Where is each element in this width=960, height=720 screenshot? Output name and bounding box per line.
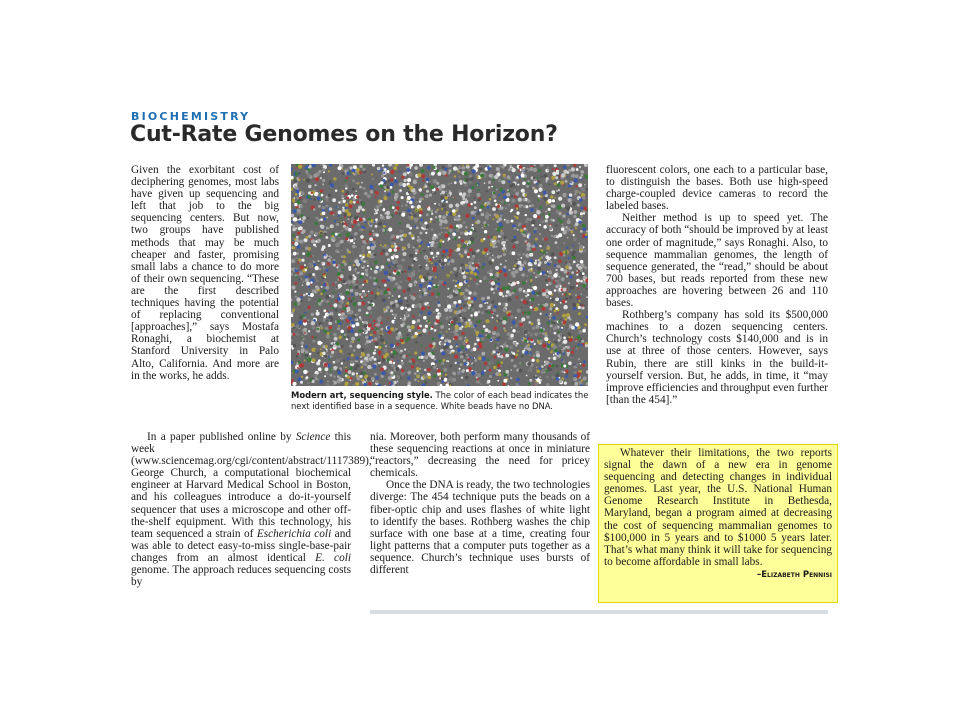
author-byline: –Elizabeth Pennisi [756,569,832,580]
section-kicker: BIOCHEMISTRY [131,110,251,123]
bottom-rule [370,610,828,614]
paragraph: Rothberg’s company has sold its $500,000 machines to a dozen sequencing centers. Church’s technology costs $140,000 and is in use at three of those centers. However, says Rubin, there are still kinks in the build-it-yourself version. But, he adds, in time, it “may improve efficiencies and throughput even further [than the 454].” [606,309,828,406]
paragraph: fluorescent colors, one each to a particular base, to distinguish the bases. Both use high-speed charge-coupled device cameras to record the labeled bases. [606,164,828,213]
article-title: Cut-Rate Genomes on the Horizon? [130,122,558,147]
caption-lead: Modern art, sequencing style. [291,390,433,400]
column-1-top [131,164,279,382]
caption-text: The color of each bead indicates the next identified base in a sequence. White beads have no DNA. [291,390,589,411]
highlighted-conclusion [598,444,838,603]
paragraph: Neither method is up to speed yet. The accuracy of both “should be improved by at least one order of magnitude,” says Ronaghi. Also, to sequence mammalian genomes, the length of sequence generated, the “read,” should be about 700 bases, but reads reported from these new approaches are hovering between 26 and 110 bases. [606,212,828,310]
column-1-bottom [131,431,372,589]
highlight-text: Whatever their limitations, the two reports signal the dawn of a new era in genome sequencing and detecting changes in individual genomes. Last year, the U.S. National Human Genome Research Institute in Bethesda, Maryland, began a program aimed at decreasing the cost of sequencing mammalian genomes to $100,000 in 5 years and to $1000 5 years later. That’s what many think it will take for sequencing to become affordable in small labs. –Elizabeth Pennisi [604,447,832,580]
paragraph: Given the exorbitant cost of deciphering genomes, most labs have given up sequencing and left that job to the big sequencing centers. But now, two groups have published methods that may be much cheaper and faster, promising small labs a chance to do more of their own sequencing. “These are the first described techniques having the potential of replacing conventional [approaches],” says Mostafa Ronaghi, a biochemist at Stanford University in Palo Alto, California. And more are in the works, he adds. [131,164,279,382]
figure-caption [291,390,591,412]
bead-image [291,164,588,386]
paragraph: nia. Moreover, both perform many thousands of these sequencing reactions at once in miniature “reactors,” decreasing the need for pricey chemicals. [370,431,590,480]
paragraph: In a paper published online by Science this week (www.sciencemag.org/cgi/content/abstract/1117389), George Church, a computational biochemical engineer at Harvard Medical School in Boston, and his colleagues introduce a do-it-yourself sequencer that uses a microscope and other off-the-shelf equipment. With this technology, his team sequenced a strain of Escherichia coli and was able to detect easy-to-miss single-base-pair changes from an almost identical E. coli genome. The approach reduces sequencing costs by [131,431,372,589]
column-3 [606,164,828,406]
column-2 [370,431,590,576]
paragraph: Once the DNA is ready, the two technologies diverge: The 454 technique puts the beads on a fiber-optic chip and uses flashes of white light to identify the bases. Rothberg washes the chip surface with one base at a time, creating four light patterns that a computer puts together as a sequence. Church’s technique uses bursts of different [370,479,590,577]
